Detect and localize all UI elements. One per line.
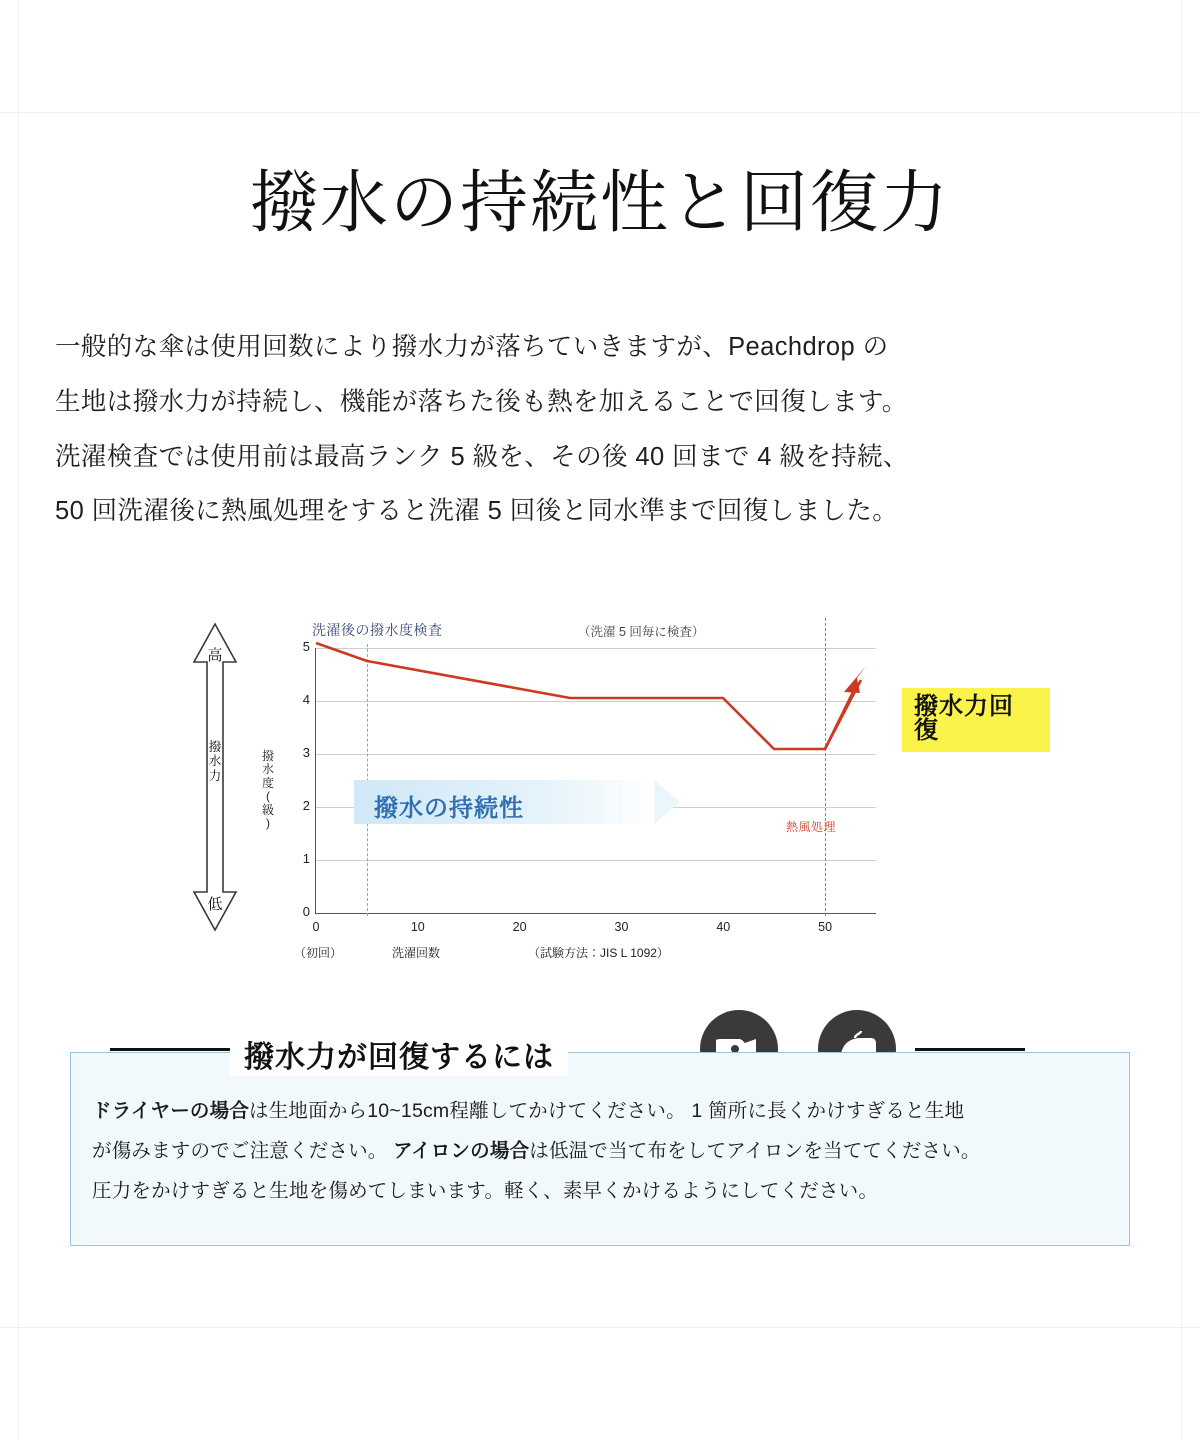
water-repellency-chart: [150, 600, 1050, 1000]
y-tick-5: 5: [302, 639, 310, 654]
frame-divider-bottom: [0, 1327, 1200, 1328]
y-axis-label: 撥 水 度 ( 級 ): [261, 749, 274, 831]
chart-title: 洗濯後の撥水度検査: [312, 622, 443, 638]
recovery-emphasis-iron: アイロンの場合: [393, 1139, 530, 1162]
durability-band-label: 撥水の持続性: [374, 795, 524, 822]
recovery-text-2b: は低温で当て布をしてアイロンを当ててください。: [529, 1139, 981, 1162]
chart-plot-area: [294, 639, 876, 960]
frame-divider-top: [0, 112, 1200, 113]
lead-line-2: 生地は撥水力が持続し、機能が落ちた後も熱を加えることで回復します。: [55, 387, 908, 416]
recovery-title: 撥水力が回復するには: [230, 1032, 568, 1076]
y-tick-2: 2: [302, 798, 310, 813]
axis-label-low: 低: [207, 896, 223, 913]
x-tick-10: 10: [410, 920, 425, 934]
x-axis-first-label: （初回）: [294, 946, 343, 960]
x-tick-0: 0: [312, 920, 320, 934]
chart-note: （洗濯 5 回毎に検査）: [578, 625, 705, 639]
x-tick-30: 30: [614, 920, 629, 934]
x-axis-label: 洗濯回数: [392, 946, 441, 960]
axis-label-high: 高: [207, 647, 223, 664]
y-tick-3: 3: [302, 745, 310, 760]
repellency-axis-arrow: [192, 622, 238, 932]
page-title: 撥水の持続性と回復力: [249, 165, 950, 241]
series-line: [316, 648, 916, 918]
recovery-text-1: は生地面から10~15cm程離してかけてください。 1 箇所に長くかけすぎると生地: [249, 1100, 965, 1122]
x-tick-20: 20: [512, 920, 527, 934]
recovery-text-2a: が傷みますのでご注意ください。: [92, 1139, 394, 1162]
recovery-emphasis-dryer: ドライヤーの場合: [92, 1100, 250, 1122]
x-tick-50: 50: [818, 920, 833, 934]
title-rule-right: [915, 1048, 1025, 1051]
lead-line-4: 50 回洗濯後に熱風処理をすると洗濯 5 回後と同水準まで回復しました。: [55, 497, 899, 526]
y-tick-4: 4: [302, 692, 310, 707]
title-rule-left: [110, 1048, 235, 1051]
x-axis-method-note: （試験方法：JIS L 1092）: [528, 946, 669, 960]
y-tick-1: 1: [302, 851, 310, 866]
hot-air-note: 熱風処理: [786, 820, 837, 834]
axis-label-middle: 撥 水 力: [208, 740, 222, 783]
recovery-body-line-1: [92, 1092, 1110, 1132]
recovery-body-line-2: [92, 1132, 1110, 1172]
lead-line-1: 一般的な傘は使用回数により撥水力が落ちていきますが、Peachdrop の: [55, 333, 889, 361]
recovery-highlight-badge: 撥水力回復: [902, 688, 1050, 752]
recovery-body: [92, 1092, 1110, 1212]
lead-line-3: 洗濯検査では使用前は最高ランク 5 級を、その後 40 回まで 4 級を持続、: [55, 442, 909, 471]
x-tick-40: 40: [716, 920, 731, 934]
y-tick-0: 0: [302, 904, 310, 919]
recovery-body-line-3: 圧力をかけすぎると生地を傷めてしまいます。軽く、素早くかけるようにしてください。: [92, 1179, 879, 1202]
lead-paragraph: [55, 320, 1145, 539]
